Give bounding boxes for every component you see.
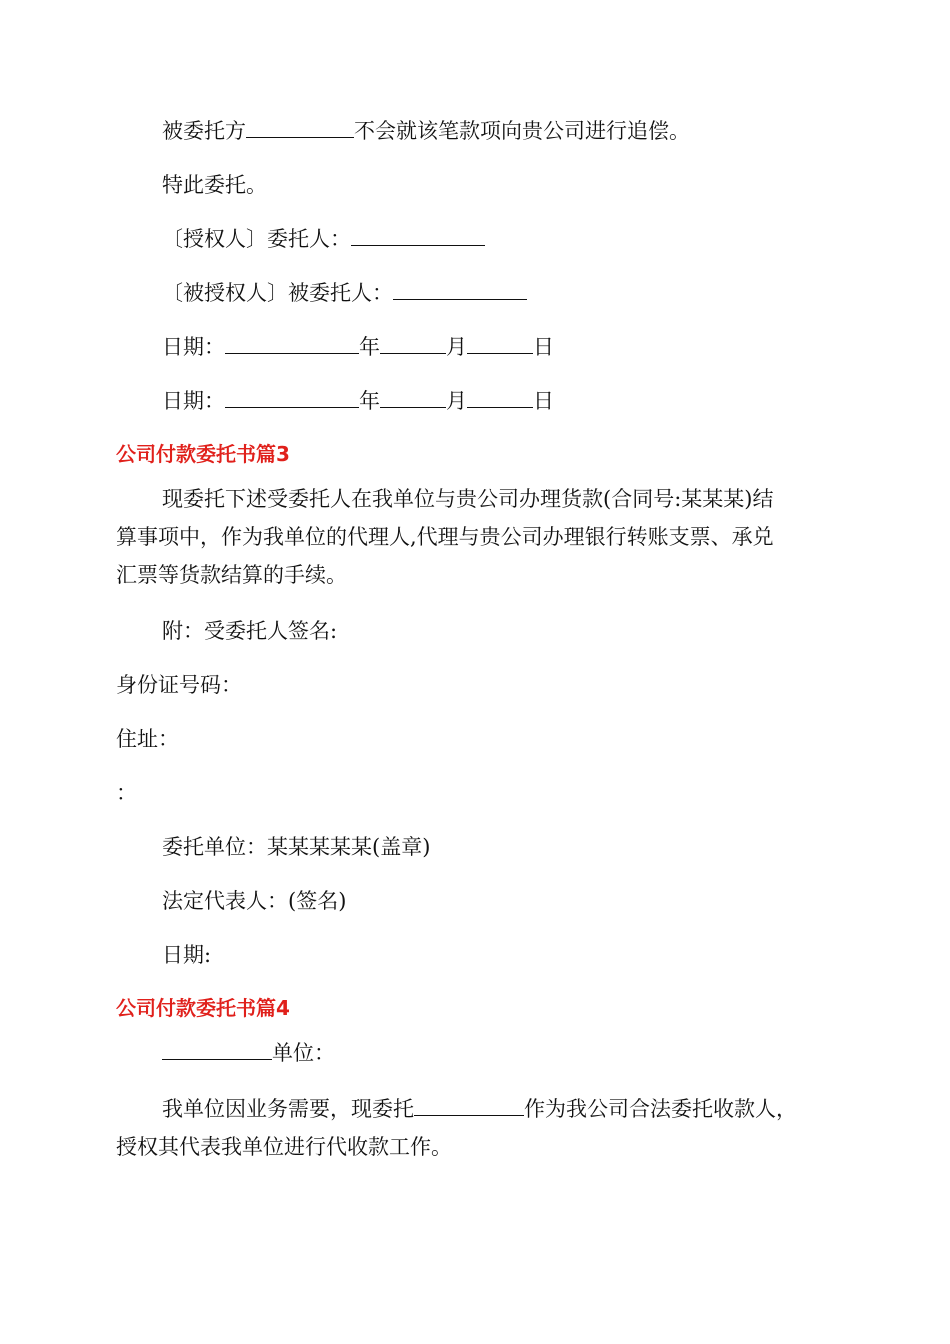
entrusting-unit-line: 委托单位：某某某某某(盖章) (162, 835, 431, 859)
section-heading: 公司付款委托书篇4 (116, 996, 290, 1020)
date-line: 日期: (162, 943, 212, 967)
day-blank (467, 333, 533, 354)
date-line (162, 386, 554, 416)
legal-rep-line: 法定代表人：(签名) (162, 889, 347, 913)
fill-blank (393, 279, 527, 300)
unit-line (162, 1038, 335, 1068)
text-segment: 被委托方 (162, 119, 246, 143)
body-line: 汇票等货款结算的手续。 (116, 563, 347, 587)
month-label: 月 (446, 389, 467, 413)
authorizer-line (162, 224, 485, 254)
month-blank (380, 333, 446, 354)
colon-line: ： (116, 781, 137, 805)
body-line: 算事项中，作为我单位的代理人,代理与贵公司办理银行转账支票、承兑 (116, 525, 774, 549)
day-blank (467, 387, 533, 408)
authorized-line (162, 278, 527, 308)
section-heading: 公司付款委托书篇3 (116, 442, 290, 466)
body-line (162, 1094, 797, 1124)
date-label: 日期： (162, 335, 225, 359)
fill-blank (162, 1039, 272, 1060)
fill-blank (246, 117, 354, 138)
year-label: 年 (359, 335, 380, 359)
year-blank (225, 387, 359, 408)
authorizer-label: 〔授权人〕委托人： (162, 227, 351, 251)
authorized-label: 〔被授权人〕被委托人： (162, 281, 393, 305)
unit-label: 单位： (272, 1041, 335, 1065)
year-blank (225, 333, 359, 354)
id-number-line: 身份证号码： (116, 673, 242, 697)
text-segment: 作为我公司合法委托收款人， (524, 1097, 797, 1121)
attach-sign-line: 附：受委托人签名: (162, 619, 338, 643)
month-blank (380, 387, 446, 408)
body-line: 现委托下述受委托人在我单位与贵公司办理货款(合同号:某某某)结 (162, 487, 774, 511)
day-label: 日 (533, 335, 554, 359)
paragraph-no-recourse (162, 116, 690, 146)
date-label: 日期： (162, 389, 225, 413)
paragraph-hereby-entrust: 特此委托。 (162, 173, 267, 197)
fill-blank (351, 225, 485, 246)
date-line (162, 332, 554, 362)
year-label: 年 (359, 389, 380, 413)
month-label: 月 (446, 335, 467, 359)
text-segment: 我单位因业务需要，现委托 (162, 1097, 414, 1121)
body-line: 授权其代表我单位进行代收款工作。 (116, 1135, 452, 1159)
fill-blank (414, 1095, 524, 1116)
day-label: 日 (533, 389, 554, 413)
text-segment: 不会就该笔款项向贵公司进行追偿。 (354, 119, 690, 143)
address-line: 住址： (116, 727, 179, 751)
